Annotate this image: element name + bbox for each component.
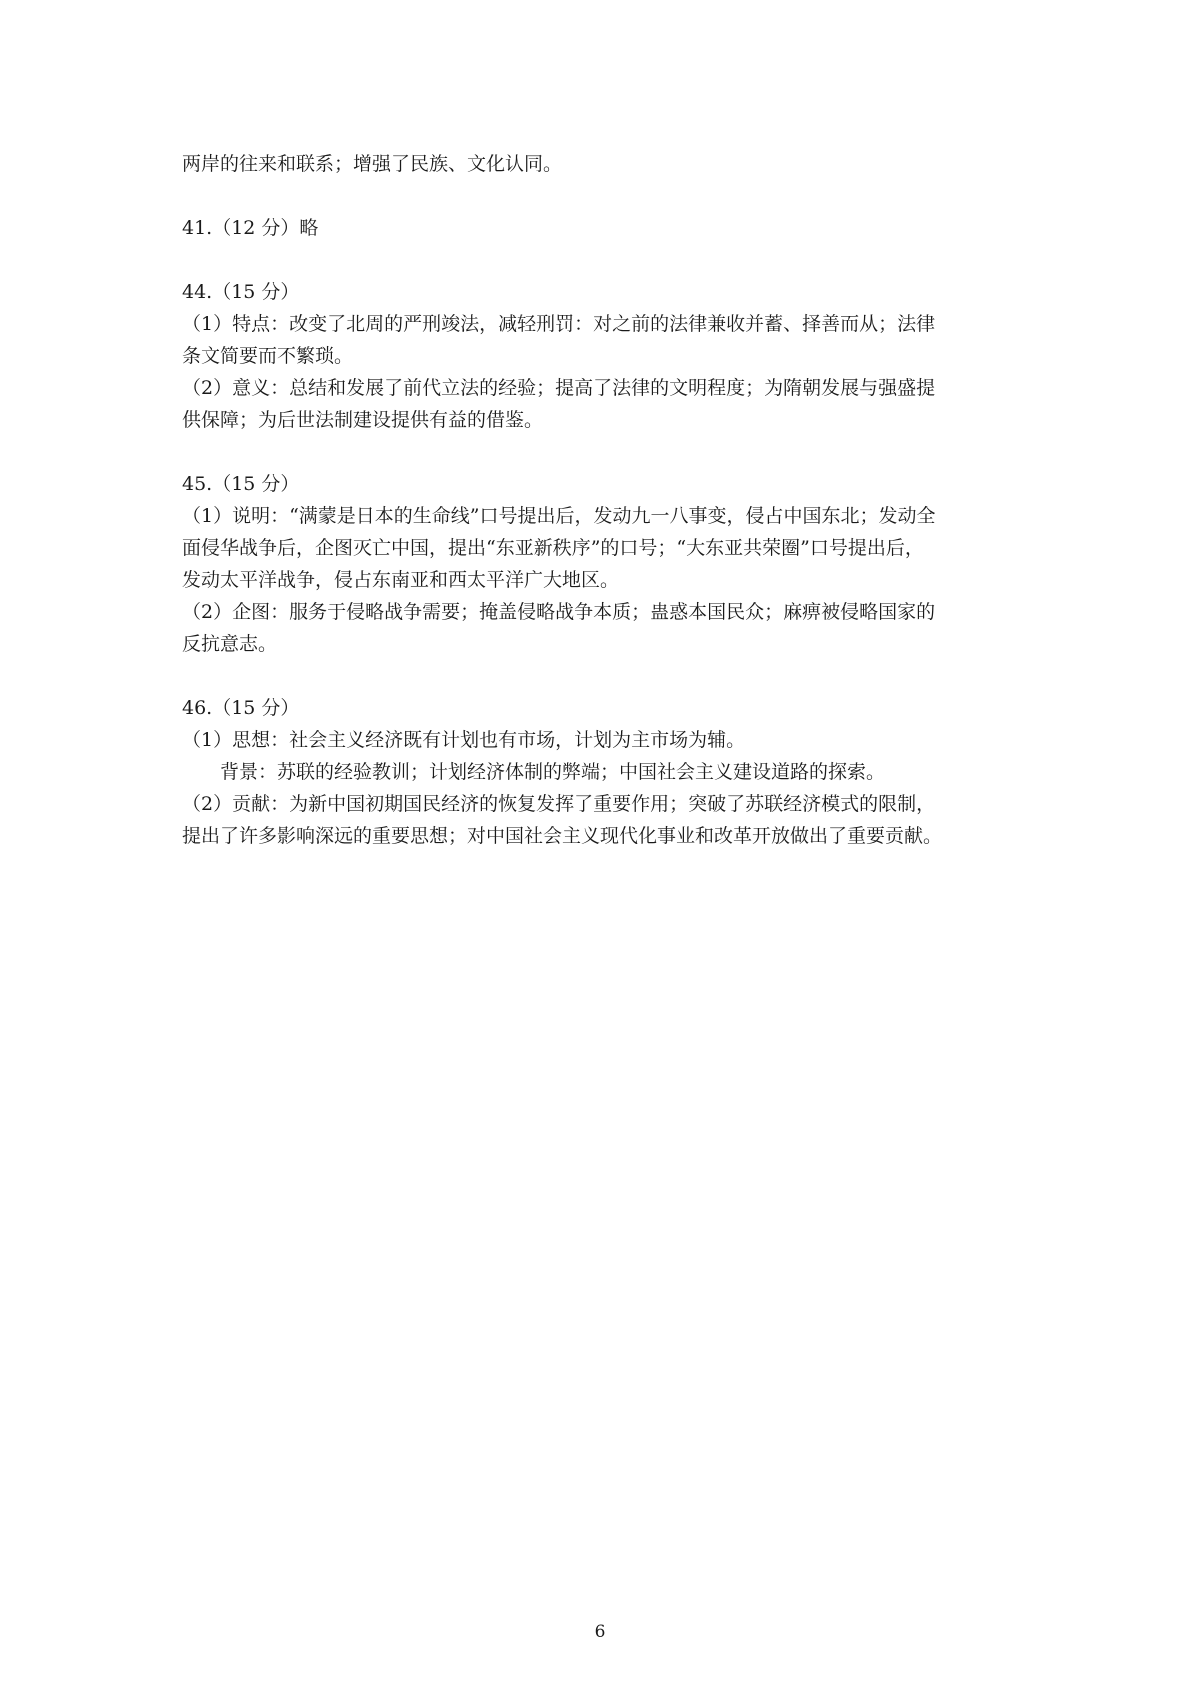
question-46-heading: 46.（15 分） bbox=[182, 697, 300, 719]
text-line: 供保障；为后世法制建设提供有益的借鉴。 bbox=[182, 409, 544, 431]
text-line: 面侵华战争后，企图灭亡中国，提出“东亚新秩序”的口号；“大东亚共荣圈”口号提出后， bbox=[182, 537, 924, 559]
text-line: 发动太平洋战争，侵占东南亚和西太平洋广大地区。 bbox=[182, 569, 620, 591]
text-line: 条文简要而不繁琐。 bbox=[182, 345, 354, 367]
text-line: 提出了许多影响深远的重要思想；对中国社会主义现代化事业和改革开放做出了重要贡献。 bbox=[182, 825, 943, 847]
text-line: （1）思想：社会主义经济既有计划也有市场，计划为主市场为辅。 bbox=[182, 729, 746, 751]
question-41: 41.（12 分）略 bbox=[182, 217, 319, 239]
text-line: （1）特点：改变了北周的严刑竣法，减轻刑罚：对之前的法律兼收并蓄、择善而从；法律 bbox=[182, 313, 936, 335]
text-line: （2）意义：总结和发展了前代立法的经验；提高了法律的文明程度；为隋朝发展与强盛提 bbox=[182, 377, 936, 399]
page-number: 6 bbox=[594, 1622, 606, 1642]
question-44-heading: 44.（15 分） bbox=[182, 281, 300, 303]
question-45-heading: 45.（15 分） bbox=[182, 473, 300, 495]
text-line: （2）贡献：为新中国初期国民经济的恢复发挥了重要作用；突破了苏联经济模式的限制， bbox=[182, 793, 936, 815]
text-line: （1）说明：“满蒙是日本的生命线”口号提出后，发动九一八事变，侵占中国东北；发动全 bbox=[182, 505, 936, 527]
text-line: 反抗意志。 bbox=[182, 633, 278, 655]
text-line: 两岸的往来和联系；增强了民族、文化认同。 bbox=[182, 153, 563, 175]
text-line: （2）企图：服务于侵略战争需要；掩盖侵略战争本质；蛊惑本国民众；麻痹被侵略国家的 bbox=[182, 601, 936, 623]
answer-content bbox=[182, 148, 1030, 852]
text-line: 背景：苏联的经验教训；计划经济体制的弊端；中国社会主义建设道路的探索。 bbox=[220, 761, 886, 783]
